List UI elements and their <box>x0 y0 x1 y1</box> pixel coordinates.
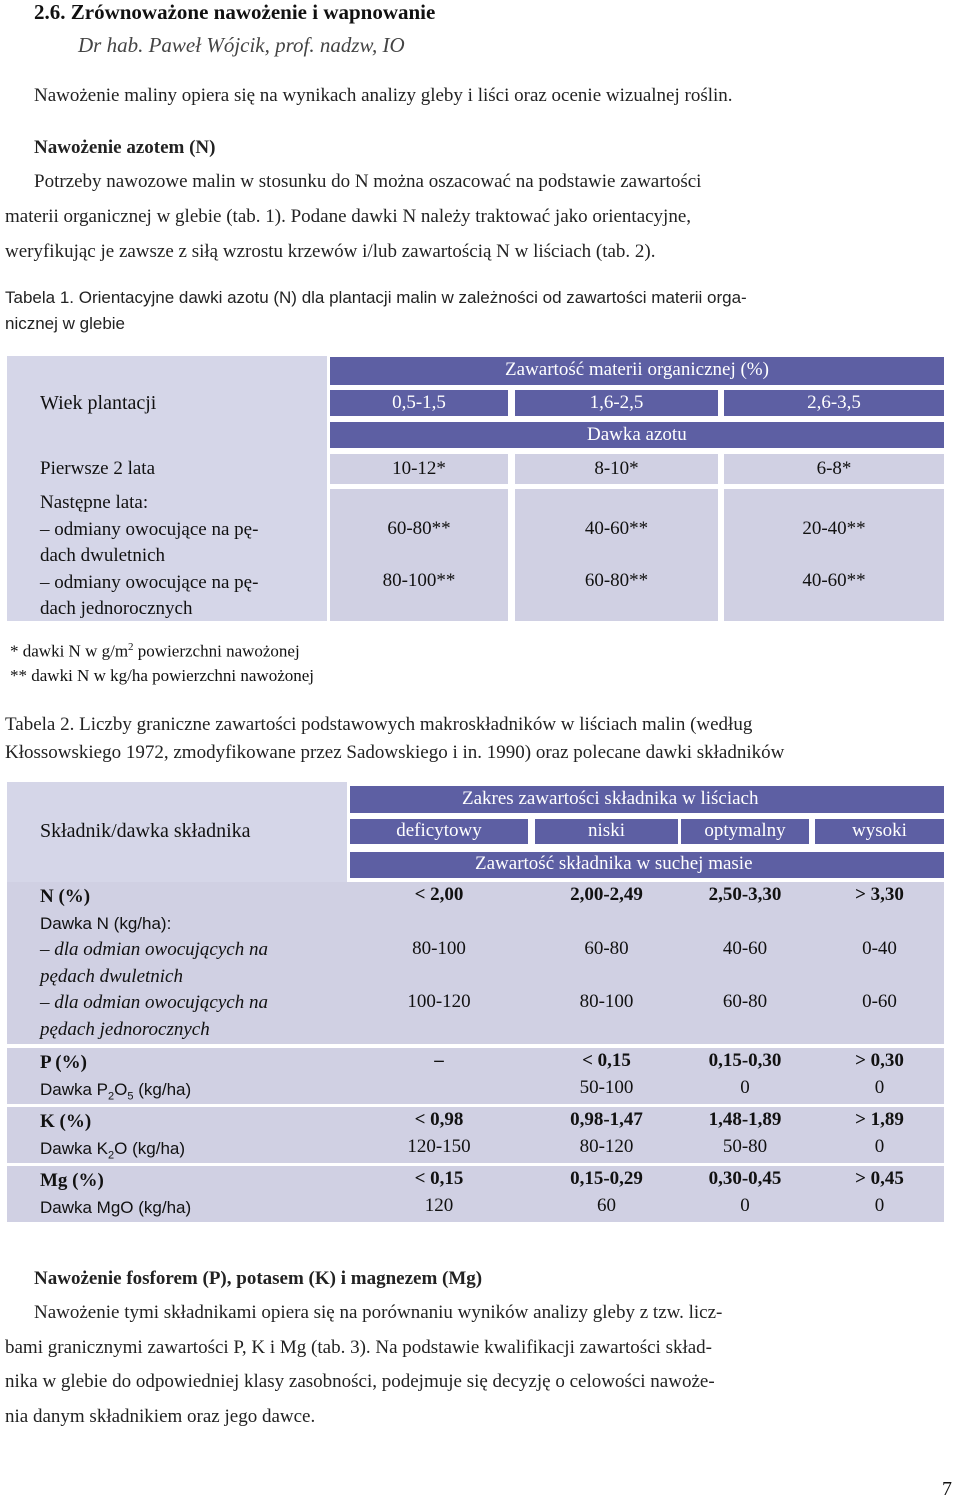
table1-col-3-text: 2,6-3,5 <box>807 392 861 413</box>
table1-col-2 <box>515 390 718 416</box>
table1-r1-c2-text: 8-10* <box>594 458 639 479</box>
p-dose-sub1: 2 <box>108 1089 115 1102</box>
table1-col-1 <box>330 390 508 416</box>
n-dose-b: 0-60 <box>862 991 897 1012</box>
table1-r1-c1 <box>330 454 508 484</box>
mg-value: 0,30-0,45 <box>708 1168 782 1189</box>
table1-r2-c1 <box>330 489 508 621</box>
table1-footnote-2: ** dawki N w kg/ha powierzchni nawożonej <box>10 666 315 685</box>
k-label: K (%) <box>40 1111 92 1132</box>
table2-col-3 <box>681 819 809 844</box>
n-label: N (%) <box>40 886 91 907</box>
table2-caption-line-1: Tabela 2. Liczby graniczne zawartości podstawowych makroskładników w liściach malin (według <box>5 714 753 735</box>
mg-value: < 0,15 <box>414 1168 464 1189</box>
table1-subheader-text: Dawka azotu <box>587 424 687 445</box>
n-value: > 3,30 <box>855 884 904 905</box>
table1-r1-c2 <box>515 454 718 484</box>
table2-col-2 <box>535 819 678 844</box>
p-dose: 0 <box>874 1077 885 1098</box>
table2-subheader <box>350 852 944 878</box>
pkmg-heading: Nawożenie fosforem (P), potasem (K) i magnezem (Mg) <box>34 1268 483 1289</box>
table2-caption-line-2: Kłossowskiego 1972, zmodyfikowane przez Sadowskiego i in. 1990) oraz polecane dawki składników <box>5 742 785 763</box>
k-dose: 80-120 <box>579 1136 634 1157</box>
table2-col-1-text: deficytowy <box>396 820 482 841</box>
p-value: – <box>434 1050 444 1071</box>
table1-r2b-c3-text: 40-60** <box>802 570 866 591</box>
n-dose-a: 40-60 <box>722 938 768 959</box>
table2-row-header: Składnik/dawka składnika <box>40 820 251 842</box>
table2-mg-labels <box>40 1168 191 1221</box>
table1-r1-c1-text: 10-12* <box>392 458 446 479</box>
table2-col-2-text: niski <box>588 820 625 841</box>
k-dose-label <box>40 1136 185 1169</box>
p-value: < 0,15 <box>582 1050 631 1071</box>
table1-r2-c3 <box>724 489 944 621</box>
k-dose-pre: Dawka K <box>40 1138 109 1158</box>
mg-dose: 0 <box>740 1195 750 1216</box>
p-value: > 0,30 <box>855 1050 904 1071</box>
page-number: 7 <box>942 1478 952 1500</box>
pkmg-line-2: bami granicznymi zawartości P, K i Mg (tab. 3). Na podstawie kwalifikacji zawartości skład- <box>5 1337 713 1358</box>
section-title: 2.6. Zrównoważone nawożenie i wapnowanie <box>34 0 436 24</box>
table1-row2-label <box>40 490 258 623</box>
author: Dr hab. Paweł Wójcik, prof. nadzw, IO <box>78 33 405 57</box>
table1-subheader <box>330 422 944 448</box>
k-dose: 120-150 <box>407 1136 471 1157</box>
pkmg-line-3: nika w glebie do odpowiedniej klasy zasobności, podejmuje się decyzję o celowości nawoże- <box>5 1371 715 1392</box>
table1-group-header-text: Zawartość materii organicznej (%) <box>505 359 769 380</box>
table1-row2-label-line: – odmiany owocujące na pę- <box>40 571 259 593</box>
footnote-1-text-post: powierzchni nawożonej <box>133 641 300 661</box>
table2-col-4-text: wysoki <box>852 820 907 841</box>
table1-footnote-1 <box>10 641 300 662</box>
table1-caption-line-2: nicznej w glebie <box>5 314 126 333</box>
table2-subheader-text: Zawartość składnika w suchej masie <box>475 853 753 874</box>
n-sub-a-line: pędach dwuletnich <box>40 965 183 987</box>
table1-row2-label-line: dach dwuletnich <box>40 545 166 566</box>
table1-caption-line-1: Tabela 1. Orientacyjne dawki azotu (N) dla plantacji malin w zależności od zawartości materii orga- <box>5 288 747 307</box>
footnote-1-sup: 2 <box>128 641 134 653</box>
table1-caption <box>5 285 747 337</box>
k-value: < 0,98 <box>414 1109 464 1130</box>
mg-label: Mg (%) <box>40 1170 104 1191</box>
table1-row2-label-line: dach jednorocznych <box>40 598 193 619</box>
table2-p-labels <box>40 1050 191 1109</box>
p-dose-label <box>40 1077 191 1110</box>
n-dose-a: 60-80 <box>584 938 629 959</box>
n-dose-b: 60-80 <box>722 991 768 1012</box>
table1-col-2-text: 1,6-2,5 <box>589 392 644 413</box>
mg-dose: 60 <box>597 1195 616 1216</box>
p-dose: 50-100 <box>579 1077 634 1098</box>
table1-row-header: Wiek plantacji <box>40 392 157 414</box>
table2-col-3-text: optymalny <box>704 820 786 841</box>
table1-r2a-c1-text: 60-80** <box>387 518 451 539</box>
n-dose-a: 0-40 <box>862 938 897 959</box>
nitrogen-line-2: materii organicznej w glebie (tab. 1). Podane dawki N należy traktować jako orientacyjne, <box>5 206 692 227</box>
p-dose: 0 <box>740 1077 750 1098</box>
k-value: 0,98-1,47 <box>570 1109 643 1130</box>
table1-r2a-c3-text: 20-40** <box>802 518 866 539</box>
nitrogen-line-1: Potrzeby nawozowe malin w stosunku do N można oszacować na podstawie zawartości <box>34 171 702 192</box>
table1-r2-c2 <box>515 489 718 621</box>
k-dose: 50-80 <box>722 1136 768 1157</box>
n-dose-label: Dawka N (kg/ha): <box>40 913 172 933</box>
table1-row2-label-line: Następne lata: <box>40 492 149 513</box>
intro-paragraph: Nawożenie maliny opiera się na wynikach analizy gleby i liści oraz ocenie wizualnej roślin. <box>34 85 733 106</box>
table1-row2-label-line: – odmiany owocujące na pę- <box>40 518 259 540</box>
mg-dose-label: Dawka MgO (kg/ha) <box>40 1197 192 1217</box>
mg-dose: 0 <box>874 1195 885 1216</box>
mg-value: > 0,45 <box>855 1168 904 1189</box>
p-dose-pre: Dawka P <box>40 1079 109 1099</box>
p-dose-sub2: 5 <box>127 1089 134 1102</box>
n-dose-a: 80-100 <box>412 938 466 959</box>
k-dose-post: O (kg/ha) <box>114 1138 186 1158</box>
table2-group-header <box>350 786 944 813</box>
mg-value: 0,15-0,29 <box>570 1168 643 1189</box>
pkmg-line-4: nia danym składnikiem oraz jego dawce. <box>5 1406 316 1427</box>
p-dose-post: (kg/ha) <box>133 1079 192 1099</box>
n-dose-b: 80-100 <box>579 991 634 1012</box>
nitrogen-line-3: weryfikując je zawsze z siłą wzrostu krzewów i/lub zawartością N w liściach (tab. 2). <box>5 241 656 262</box>
n-dose-b: 100-120 <box>407 991 471 1012</box>
n-value: 2,00-2,49 <box>570 884 643 905</box>
n-value: < 2,00 <box>414 884 464 905</box>
k-dose: 0 <box>874 1136 885 1157</box>
table1-r2a-c2-text: 40-60** <box>584 518 649 539</box>
table2-n-labels <box>40 884 268 1043</box>
table2-col-1 <box>350 819 528 844</box>
p-dose-mid: O <box>114 1079 128 1099</box>
table1-r2b-c2-text: 60-80** <box>584 570 649 591</box>
nitrogen-heading: Nawożenie azotem (N) <box>34 137 216 158</box>
table1-col-3 <box>724 390 944 416</box>
footnote-1-text: * dawki N w g/m <box>10 641 129 661</box>
table1-col-1-text: 0,5-1,5 <box>392 392 446 413</box>
mg-dose: 120 <box>424 1195 454 1216</box>
table1-group-header <box>330 357 944 385</box>
n-sub-a-line: – dla odmian owocujących na <box>40 939 268 960</box>
n-sub-b-line: – dla odmian owocujących na <box>40 992 268 1013</box>
table2-caption <box>5 711 784 767</box>
pkmg-line-1: Nawożenie tymi składnikami opiera się na porównaniu wyników analizy gleby z tzw. licz- <box>34 1302 723 1323</box>
table2-group-header-text: Zakres zawartości składnika w liściach <box>462 788 759 809</box>
table1-r1-c3 <box>724 454 944 484</box>
table1-r2b-c1-text: 80-100** <box>382 570 456 591</box>
table1-r1-c3-text: 6-8* <box>816 458 852 479</box>
p-label: P (%) <box>40 1052 87 1073</box>
n-sub-b-line: pędach jednorocznych <box>40 1018 210 1040</box>
n-value: 2,50-3,30 <box>708 884 782 905</box>
table1-row1-label: Pierwsze 2 lata <box>40 458 156 479</box>
p-value: 0,15-0,30 <box>708 1050 782 1071</box>
k-dose-sub: 2 <box>108 1148 115 1161</box>
table2-col-4 <box>815 819 944 844</box>
k-value: > 1,89 <box>855 1109 904 1130</box>
k-value: 1,48-1,89 <box>708 1109 782 1130</box>
table2-k-labels <box>40 1109 185 1168</box>
